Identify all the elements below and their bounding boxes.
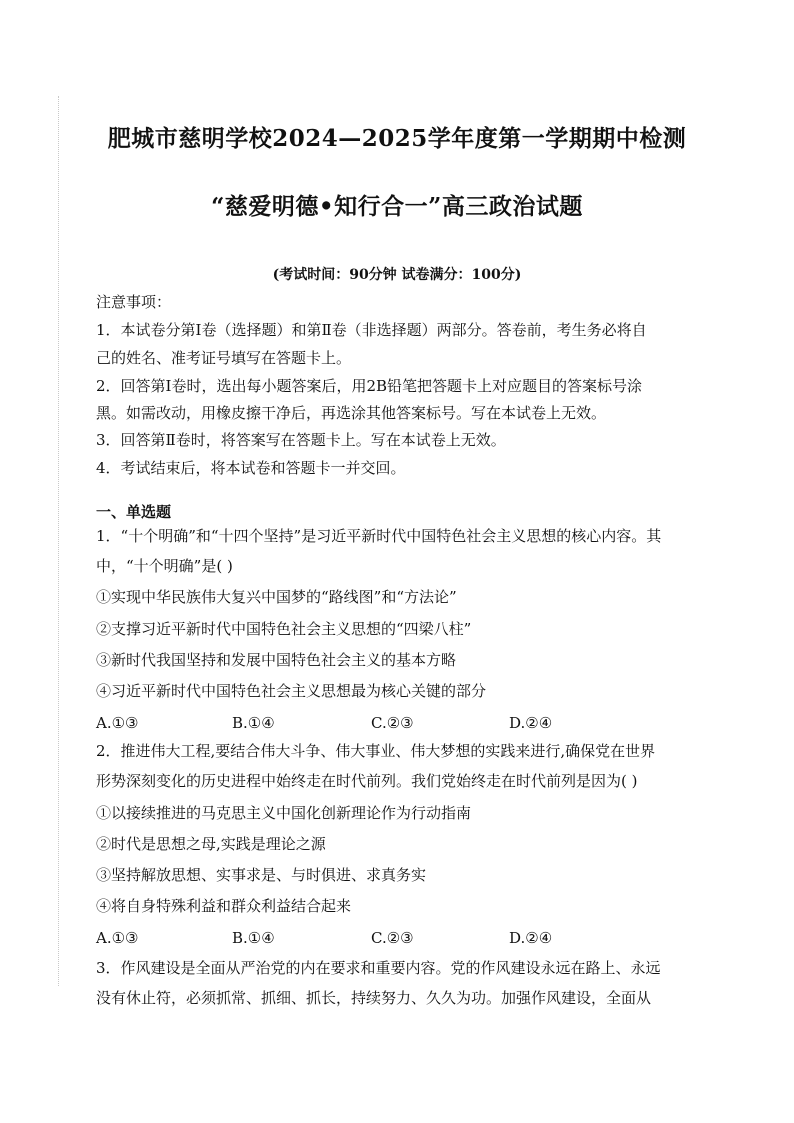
q2-option-d: D.②④ (509, 929, 553, 947)
q1-stem-line: 中，“十个明确”是( ) (96, 557, 233, 575)
q1-option-d: D.②④ (509, 714, 553, 732)
notice-line: 己的姓名、准考证号填写在答题卡上。 (96, 349, 352, 367)
notice-line: 4．考试结束后，将本试卷和答题卡一并交回。 (96, 459, 406, 477)
q1-option-a: A.①③ (96, 714, 139, 732)
q2-stem-line: 2．推进伟大工程,要结合伟大斗争、伟大事业、伟大梦想的实践来进行,确保党在世界 (96, 742, 656, 760)
q1-option-b: B.①④ (232, 714, 275, 732)
q2-item: ③坚持解放思想、实事求是、与时俱进、求真务实 (96, 866, 427, 884)
q1-item: ①实现中华民族伟大复兴中国梦的“路线图”和“方法论” (96, 588, 457, 606)
q1-option-c: C.②③ (371, 714, 414, 732)
q2-item: ④将自身特殊利益和群众利益结合起来 (96, 897, 352, 915)
notice-line: 2．回答第Ⅰ卷时，选出每小题答案后，用2B铅笔把答题卡上对应题目的答案标号涂 (96, 377, 643, 395)
notice-line: 3．回答第Ⅱ卷时，将答案写在答题卡上。写在本试卷上无效。 (96, 431, 506, 449)
q1-item: ②支撑习近平新时代中国特色社会主义思想的“四梁八柱” (96, 620, 472, 638)
binding-margin-line (58, 96, 59, 986)
q2-option-c: C.②③ (371, 929, 414, 947)
notice-line: 1．本试卷分第Ⅰ卷（选择题）和第Ⅱ卷（非选择题）两部分。答卷前，考生务必将自 (96, 321, 647, 339)
q1-stem-line: 1．“十个明确”和“十四个坚持”是习近平新时代中国特色社会主义思想的核心内容。其 (96, 527, 662, 545)
page-title: 肥城市慈明学校2024—2025学年度第一学期期中检测 (107, 125, 687, 152)
q2-item: ②时代是思想之母,实践是理论之源 (96, 835, 326, 853)
notice-line: 黑。如需改动，用橡皮擦干净后，再选涂其他答案标号。写在本试卷上无效。 (96, 404, 607, 422)
q3-stem-line: 没有休止符，必须抓常、抓细、抓长，持续努力、久久为功。加强作风建设，全面从 (96, 989, 652, 1007)
q2-option-b: B.①④ (232, 929, 275, 947)
q3-stem-line: 3．作风建设是全面从严治党的内在要求和重要内容。党的作风建设永远在路上、永远 (96, 959, 661, 977)
q2-item: ①以接续推进的马克思主义中国化创新理论作为行动指南 (96, 804, 472, 822)
exam-info: (考试时间：90分钟 试卷满分：100分) (272, 267, 522, 283)
q2-stem-line: 形势深刻变化的历史进程中始终走在时代前列。我们党始终走在时代前列是因为( ) (96, 772, 638, 790)
section-heading: 一、单选题 (96, 503, 172, 521)
page-subtitle: “慈爱明德•知行合一”高三政治试题 (211, 193, 583, 220)
q1-item: ③新时代我国坚持和发展中国特色社会主义的基本方略 (96, 651, 457, 669)
notice-heading: 注意事项： (96, 293, 172, 311)
q2-option-a: A.①③ (96, 929, 139, 947)
q1-item: ④习近平新时代中国特色社会主义思想最为核心关键的部分 (96, 682, 487, 700)
